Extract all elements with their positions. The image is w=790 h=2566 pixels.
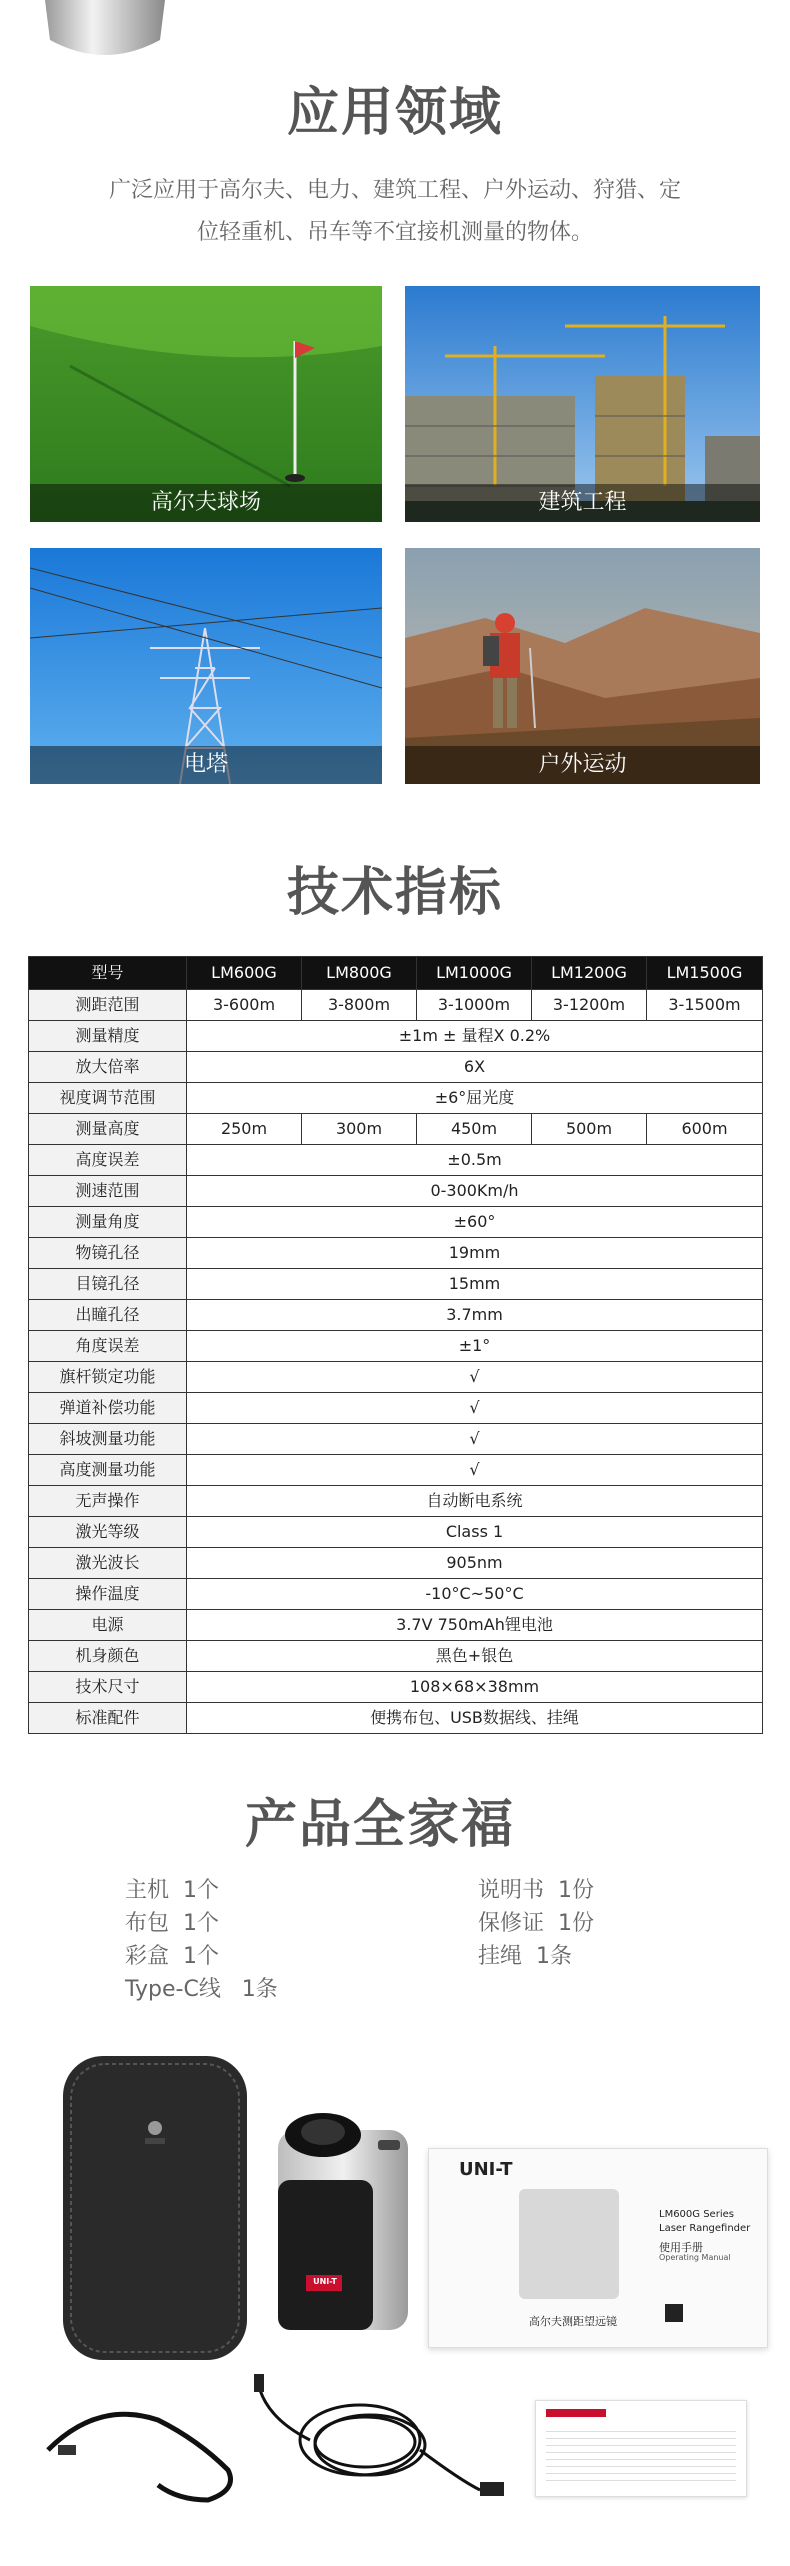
section-title-package: 产品全家福 <box>244 1795 515 1855</box>
manual-brand: UNI-T <box>459 2159 513 2180</box>
photo-construction <box>405 286 760 522</box>
spec-label: 放大倍率 <box>29 1052 187 1083</box>
spec-label: 测量角度 <box>29 1207 187 1238</box>
manual-title-en: Operating Manual <box>659 2253 731 2262</box>
spec-value: 6X <box>187 1052 763 1083</box>
spec-value: 108×68×38mm <box>187 1672 763 1703</box>
spec-label: 角度误差 <box>29 1331 187 1362</box>
manual-title-cn: 使用手册 <box>659 2241 703 2254</box>
rangefinder-device-image <box>268 2100 418 2340</box>
package-item: 布包 1个 <box>125 1911 219 1936</box>
manual-product-en: Laser Rangefinder <box>659 2223 751 2234</box>
spec-label: 无声操作 <box>29 1486 187 1517</box>
spec-label: 测量高度 <box>29 1114 187 1145</box>
carrying-case-image <box>55 2048 255 2368</box>
spec-row <box>29 1424 763 1455</box>
spec-row <box>29 1393 763 1424</box>
photo-tower <box>30 548 382 784</box>
warranty-card-image <box>535 2400 747 2497</box>
spec-row <box>29 1486 763 1517</box>
spec-label: 高度误差 <box>29 1145 187 1176</box>
warranty-card-lines <box>546 2425 736 2485</box>
device-brand-label: UNI-T <box>313 2277 337 2286</box>
package-item: 说明书 1份 <box>478 1878 594 1903</box>
spec-value: 3-1500m <box>647 990 763 1021</box>
spec-value: 自动断电系统 <box>187 1486 763 1517</box>
spec-value: √ <box>187 1362 763 1393</box>
manual-qr-icon <box>665 2304 683 2322</box>
spec-value: 3-1000m <box>417 990 532 1021</box>
spec-label: 激光波长 <box>29 1548 187 1579</box>
spec-row <box>29 1331 763 1362</box>
spec-value: √ <box>187 1424 763 1455</box>
manual-caption-cn: 高尔夫测距望远镜 <box>529 2315 617 2328</box>
spec-table <box>28 956 763 1734</box>
spec-value: ±0.5m <box>187 1145 763 1176</box>
spec-value: 19mm <box>187 1238 763 1269</box>
spec-value: 250m <box>187 1114 302 1145</box>
spec-row <box>29 1176 763 1207</box>
spec-value: 450m <box>417 1114 532 1145</box>
caption-golf: 高尔夫球场 <box>30 484 382 522</box>
spec-header-cell: LM1500G <box>647 957 763 990</box>
spec-label: 目镜孔径 <box>29 1269 187 1300</box>
spec-header-cell: LM1200G <box>532 957 647 990</box>
spec-row <box>29 1703 763 1734</box>
spec-label: 斜坡测量功能 <box>29 1424 187 1455</box>
spec-value: √ <box>187 1455 763 1486</box>
spec-label: 高度测量功能 <box>29 1455 187 1486</box>
caption-outdoor: 户外运动 <box>405 746 760 784</box>
package-item: 挂绳 1条 <box>478 1944 572 1969</box>
spec-value: ±1m ± 量程X 0.2% <box>187 1021 763 1052</box>
spec-row <box>29 1517 763 1548</box>
package-item: 彩盒 1个 <box>125 1944 219 1969</box>
caption-construction: 建筑工程 <box>405 484 760 522</box>
spec-label: 弹道补偿功能 <box>29 1393 187 1424</box>
spec-label: 测量精度 <box>29 1021 187 1052</box>
usb-cable-image <box>250 2370 510 2520</box>
package-item: 保修证 1份 <box>478 1911 594 1936</box>
spec-row-magnification <box>29 1052 763 1083</box>
package-list-right <box>478 1874 738 1973</box>
spec-value: 3.7mm <box>187 1300 763 1331</box>
spec-value: 便携布包、USB数据线、挂绳 <box>187 1703 763 1734</box>
spec-value: ±60° <box>187 1207 763 1238</box>
manual-series: LM600G Series <box>659 2209 734 2220</box>
spec-value: 300m <box>302 1114 417 1145</box>
spec-value: 3-600m <box>187 990 302 1021</box>
spec-label: 激光等级 <box>29 1517 187 1548</box>
spec-row <box>29 1145 763 1176</box>
spec-value: 905nm <box>187 1548 763 1579</box>
spec-header-cell: LM600G <box>187 957 302 990</box>
spec-row <box>29 1207 763 1238</box>
spec-row-accuracy <box>29 1021 763 1052</box>
spec-row <box>29 1455 763 1486</box>
spec-label: 测距范围 <box>29 990 187 1021</box>
spec-row <box>29 1238 763 1269</box>
spec-value: 3.7V 750mAh锂电池 <box>187 1610 763 1641</box>
manual-device-photo <box>519 2189 619 2299</box>
application-desc-line1: 广泛应用于高尔夫、电力、建筑工程、户外运动、狩猎、定 <box>108 178 681 203</box>
spec-label: 技术尺寸 <box>29 1672 187 1703</box>
spec-header-cell: LM800G <box>302 957 417 990</box>
spec-label: 电源 <box>29 1610 187 1641</box>
spec-value: 3-1200m <box>532 990 647 1021</box>
section-title-specs: 技术指标 <box>286 863 503 923</box>
spec-value: -10°C~50°C <box>187 1579 763 1610</box>
spec-value: Class 1 <box>187 1517 763 1548</box>
spec-label: 旗杆锁定功能 <box>29 1362 187 1393</box>
spec-row <box>29 1269 763 1300</box>
spec-value: 黑色+银色 <box>187 1641 763 1672</box>
spec-row <box>29 1300 763 1331</box>
photo-golf <box>30 286 382 522</box>
spec-row-height <box>29 1114 763 1145</box>
lanyard-image <box>38 2390 248 2510</box>
spec-row <box>29 1548 763 1579</box>
spec-value: 0-300Km/h <box>187 1176 763 1207</box>
user-manual-image <box>428 2148 768 2348</box>
spec-label: 出瞳孔径 <box>29 1300 187 1331</box>
spec-value: 500m <box>532 1114 647 1145</box>
top-product-fragment <box>40 0 170 62</box>
spec-row <box>29 1610 763 1641</box>
spec-row <box>29 1641 763 1672</box>
section-title-application: 应用领域 <box>286 83 503 143</box>
spec-value: ±6°屈光度 <box>187 1083 763 1114</box>
spec-header-row <box>29 957 763 990</box>
package-item: 主机 1个 <box>125 1878 219 1903</box>
spec-label: 测速范围 <box>29 1176 187 1207</box>
warranty-card-header <box>546 2409 606 2417</box>
application-desc-line2: 位轻重机、吊车等不宜接机测量的物体。 <box>196 220 593 245</box>
spec-row <box>29 1672 763 1703</box>
spec-header-cell: 型号 <box>29 957 187 990</box>
spec-header-cell: LM1000G <box>417 957 532 990</box>
spec-label: 视度调节范围 <box>29 1083 187 1114</box>
spec-row <box>29 1579 763 1610</box>
caption-tower: 电塔 <box>30 746 382 784</box>
spec-value: 600m <box>647 1114 763 1145</box>
spec-label: 机身颜色 <box>29 1641 187 1672</box>
spec-row-diopter <box>29 1083 763 1114</box>
spec-value: 3-800m <box>302 990 417 1021</box>
spec-row-range <box>29 990 763 1021</box>
package-item: Type-C线 1条 <box>125 1977 278 2002</box>
spec-row <box>29 1362 763 1393</box>
spec-value: ±1° <box>187 1331 763 1362</box>
spec-label: 标准配件 <box>29 1703 187 1734</box>
package-list-left <box>125 1874 425 2006</box>
spec-label: 物镜孔径 <box>29 1238 187 1269</box>
spec-value: √ <box>187 1393 763 1424</box>
spec-label: 操作温度 <box>29 1579 187 1610</box>
spec-value: 15mm <box>187 1269 763 1300</box>
photo-outdoor <box>405 548 760 784</box>
